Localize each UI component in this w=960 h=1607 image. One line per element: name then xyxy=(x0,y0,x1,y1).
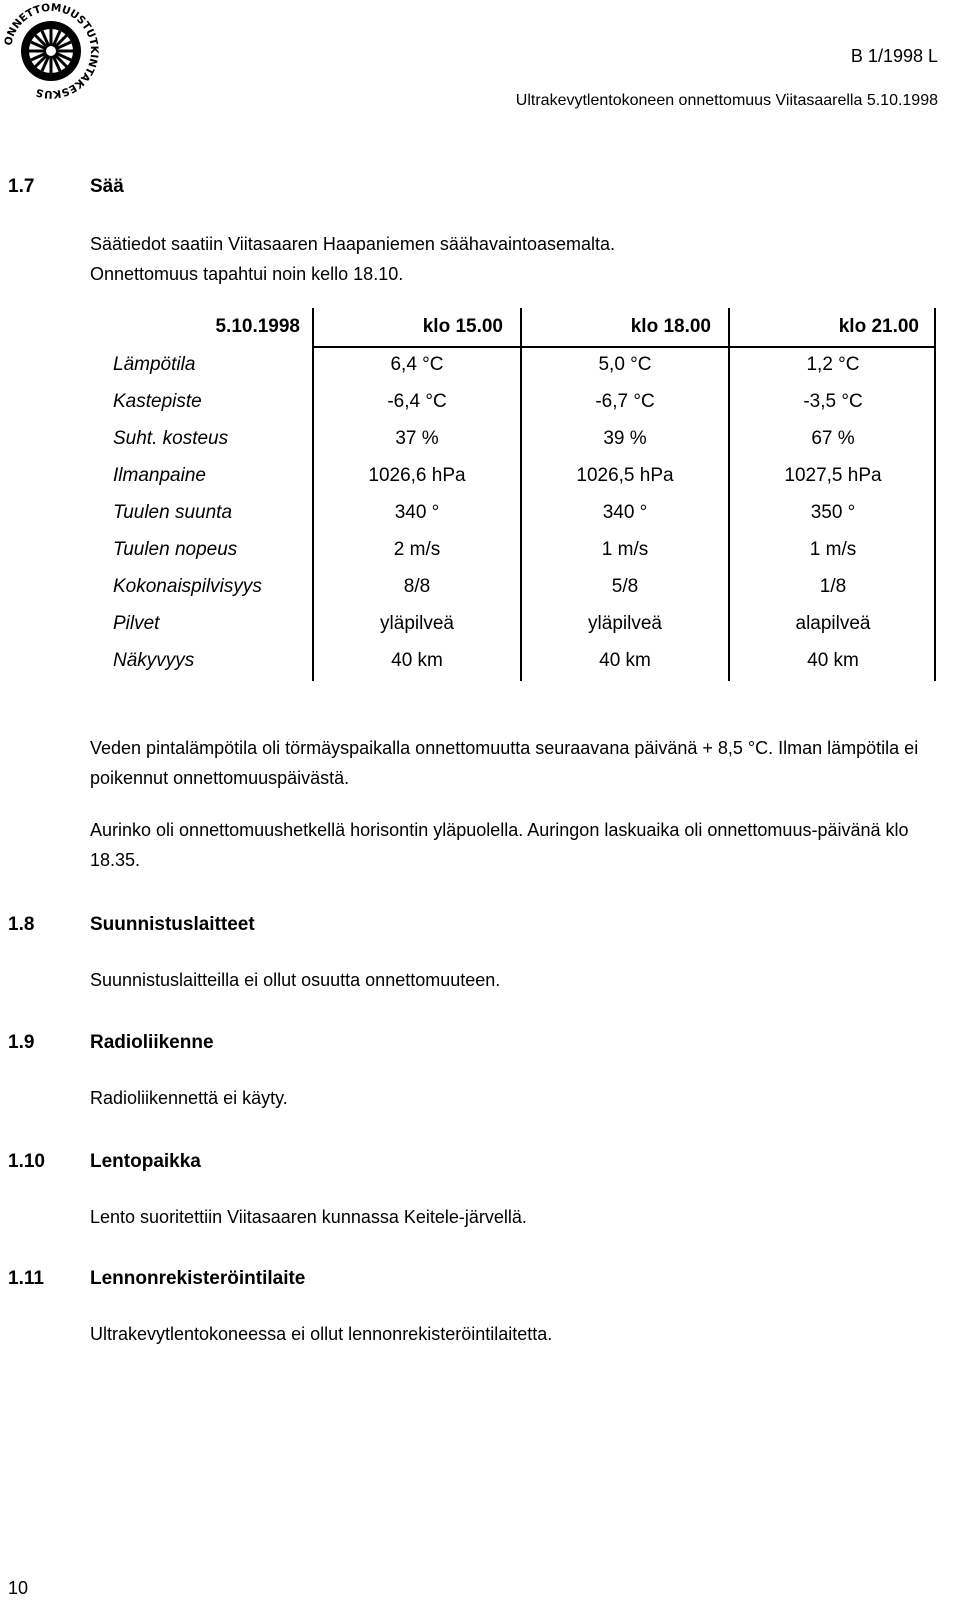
table-header-time: klo 21.00 xyxy=(838,316,919,337)
page-number: 10 xyxy=(8,1578,29,1598)
weather-table xyxy=(108,308,938,679)
table-row xyxy=(108,494,938,531)
row-label: Tuulen suunta xyxy=(113,501,233,523)
section-paragraph: Radioliikennettä ei käyty. xyxy=(90,1088,288,1108)
row-label: Suht. kosteus xyxy=(113,427,229,449)
table-cell: 5,0 °C xyxy=(598,353,652,375)
table-row xyxy=(108,457,938,494)
table-cell: yläpilveä xyxy=(380,612,454,634)
table-header-date: 5.10.1998 xyxy=(215,316,300,337)
table-cell: 6,4 °C xyxy=(390,353,444,375)
table-cell: 1/8 xyxy=(819,575,847,597)
table-cell: 5/8 xyxy=(611,575,639,597)
table-row xyxy=(108,420,938,457)
report-title: Ultrakevytlentokoneen onnettomuus Viitasaarella 5.10.1998 xyxy=(515,92,938,109)
table-row xyxy=(108,346,938,383)
table-row xyxy=(108,642,938,679)
section-title: Lennonrekisteröintilaite xyxy=(90,1268,306,1289)
table-header-time: klo 15.00 xyxy=(422,316,503,337)
row-label: Pilvet xyxy=(113,612,160,634)
section-title: Radioliikenne xyxy=(90,1032,214,1053)
section-number: 1.8 xyxy=(8,914,35,935)
table-cell: 40 km xyxy=(807,649,859,671)
table-row xyxy=(108,605,938,642)
row-label: Kokonaispilvisyys xyxy=(113,575,262,597)
table-cell: 340 ° xyxy=(394,501,440,523)
table-cell: -6,7 °C xyxy=(595,390,655,412)
table-header-time: klo 18.00 xyxy=(630,316,711,337)
section-title: Lentopaikka xyxy=(90,1151,201,1172)
table-cell: 2 m/s xyxy=(393,538,441,560)
table-cell: alapilveä xyxy=(795,612,871,634)
table-header-row xyxy=(108,308,938,346)
table-cell: 67 % xyxy=(811,427,855,449)
row-label: Näkyvyys xyxy=(113,649,195,671)
table-cell: 40 km xyxy=(391,649,443,671)
table-cell: 39 % xyxy=(603,427,647,449)
table-cell: 37 % xyxy=(395,427,439,449)
table-cell: 1026,5 hPa xyxy=(576,464,674,486)
row-label: Tuulen nopeus xyxy=(113,538,238,560)
sun-paragraph: Aurinko oli onnettomuushetkellä horisontin yläpuolella. Auringon laskuaika oli onnettomuus-päivänä klo 18.35. xyxy=(90,820,909,870)
section-paragraph: Suunnistuslaitteilla ei ollut osuutta onnettomuuteen. xyxy=(90,970,501,990)
section-title: Suunnistuslaitteet xyxy=(90,914,255,935)
table-cell: -6,4 °C xyxy=(387,390,447,412)
table-cell: 1 m/s xyxy=(601,538,649,560)
agency-logo xyxy=(0,0,102,102)
table-cell: 350 ° xyxy=(810,501,856,523)
table-row xyxy=(108,383,938,420)
table-cell: 8/8 xyxy=(403,575,431,597)
section-paragraph: Säätiedot saatiin Viitasaaren Haapaniemen säähavaintoasemalta. Onnettomuus tapahtui noin kello 18.10. xyxy=(90,234,616,284)
table-cell: 1027,5 hPa xyxy=(784,464,882,486)
section-paragraph: Ultrakevytlentokoneessa ei ollut lennonrekisteröintilaitetta. xyxy=(90,1324,553,1344)
table-cell: 340 ° xyxy=(602,501,648,523)
table-cell: -3,5 °C xyxy=(803,390,863,412)
section-title: Sää xyxy=(90,176,124,197)
logo-ring-text: ONNETTOMUUSTUTKINTAKESKUS xyxy=(2,1,101,101)
section-number: 1.10 xyxy=(8,1151,45,1172)
section-paragraph: Lento suoritettiin Viitasaaren kunnassa Keitele-järvellä. xyxy=(90,1207,527,1227)
table-cell: 1 m/s xyxy=(809,538,857,560)
section-number: 1.9 xyxy=(8,1032,35,1053)
row-label: Lämpötila xyxy=(113,353,196,375)
table-cell: 40 km xyxy=(599,649,651,671)
table-row xyxy=(108,568,938,605)
section-number: 1.11 xyxy=(8,1268,44,1289)
table-cell: 1,2 °C xyxy=(806,353,860,375)
table-row xyxy=(108,531,938,568)
table-cell: 1026,6 hPa xyxy=(368,464,466,486)
row-label: Ilmanpaine xyxy=(113,464,206,486)
table-cell: yläpilveä xyxy=(588,612,662,634)
section-number: 1.7 xyxy=(8,176,35,197)
row-label: Kastepiste xyxy=(113,390,202,412)
water-temperature-paragraph: Veden pintalämpötila oli törmäyspaikalla onnettomuutta seuraavana päivänä + 8,5 °C. Ilman lämpötila ei poikennut onnettomuuspäivästä. xyxy=(90,738,919,788)
report-code: B 1/1998 L xyxy=(850,46,938,66)
